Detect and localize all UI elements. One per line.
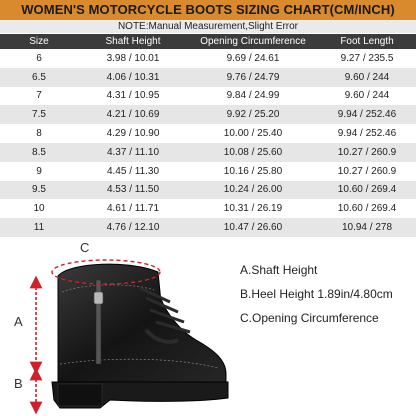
boot-body: [52, 264, 228, 408]
opening-cell: 10.47 / 26.60: [188, 218, 318, 237]
size-cell: 8.5: [0, 143, 78, 162]
size-cell: 7: [0, 87, 78, 106]
foot-length-cell: 9.60 / 244: [318, 87, 416, 106]
foot-length-cell: 10.60 / 269.4: [318, 199, 416, 218]
table-row: [0, 162, 416, 181]
size-cell: 11: [0, 218, 78, 237]
legend-opening-circumference: C.Opening Circumference: [240, 311, 379, 325]
size-cell: 7.5: [0, 105, 78, 124]
table-row: [0, 68, 416, 87]
legend-heel-height: B.Heel Height 1.89in/4.80cm: [240, 287, 393, 301]
opening-cell: 9.84 / 24.99: [188, 87, 318, 106]
foot-length-cell: 9.27 / 235.5: [318, 49, 416, 68]
shaft-height-cell: 4.37 / 11.10: [78, 143, 188, 162]
shaft-height-cell: 4.06 / 10.31: [78, 68, 188, 87]
table-row: [0, 87, 416, 106]
opening-cell: 10.16 / 25.80: [188, 162, 318, 181]
table-row: [0, 199, 416, 218]
shaft-height-cell: 4.53 / 11.50: [78, 181, 188, 200]
boot-illustration: [0, 232, 240, 416]
column-header: Opening Circumference: [188, 34, 318, 49]
foot-length-cell: 10.94 / 278: [318, 218, 416, 237]
size-cell: 10: [0, 199, 78, 218]
foot-length-cell: 10.27 / 260.9: [318, 143, 416, 162]
marker-b-label: B: [14, 376, 23, 391]
column-header: Shaft Height: [78, 34, 188, 49]
foot-length-cell: 10.27 / 260.9: [318, 162, 416, 181]
shaft-height-cell: 4.29 / 10.90: [78, 124, 188, 143]
opening-cell: 10.00 / 25.40: [188, 124, 318, 143]
shaft-height-cell: 4.76 / 12.10: [78, 218, 188, 237]
measurement-legend: [240, 258, 416, 330]
table-row: [0, 124, 416, 143]
foot-length-cell: 9.94 / 252.46: [318, 105, 416, 124]
opening-cell: 9.92 / 25.20: [188, 105, 318, 124]
opening-cell: 10.31 / 26.19: [188, 199, 318, 218]
chart-title: WOMEN'S MOTORCYCLE BOOTS SIZING CHART(CM/INCH): [0, 0, 416, 20]
size-cell: 9: [0, 162, 78, 181]
marker-a-label: A: [14, 314, 23, 329]
foot-length-cell: 9.60 / 244: [318, 68, 416, 87]
opening-cell: 10.24 / 26.00: [188, 181, 318, 200]
shaft-height-cell: 4.45 / 11.30: [78, 162, 188, 181]
shaft-height-cell: 3.98 / 10.01: [78, 49, 188, 68]
table-row: [0, 49, 416, 68]
foot-length-cell: 10.60 / 269.4: [318, 181, 416, 200]
table-row: [0, 143, 416, 162]
shaft-height-cell: 4.21 / 10.69: [78, 105, 188, 124]
legend-shaft-height: A.Shaft Height: [240, 263, 318, 277]
shaft-height-cell: 4.61 / 11.71: [78, 199, 188, 218]
opening-cell: 10.08 / 25.60: [188, 143, 318, 162]
size-table: [0, 34, 416, 237]
shaft-height-cell: 4.31 / 10.95: [78, 87, 188, 106]
foot-length-cell: 9.94 / 252.46: [318, 124, 416, 143]
measurement-note: NOTE:Manual Measurement,Slight Error: [0, 20, 416, 33]
marker-c-label: C: [80, 240, 90, 255]
boot-diagram: [0, 232, 416, 416]
opening-cell: 9.69 / 24.61: [188, 49, 318, 68]
table-row: [0, 181, 416, 200]
size-cell: 9.5: [0, 181, 78, 200]
column-header: Foot Length: [318, 34, 416, 49]
table-header-row: [0, 34, 416, 49]
size-cell: 6: [0, 49, 78, 68]
size-cell: 8: [0, 124, 78, 143]
column-header: Size: [0, 34, 78, 49]
table-row: [0, 105, 416, 124]
size-cell: 6.5: [0, 68, 78, 87]
opening-cell: 9.76 / 24.79: [188, 68, 318, 87]
